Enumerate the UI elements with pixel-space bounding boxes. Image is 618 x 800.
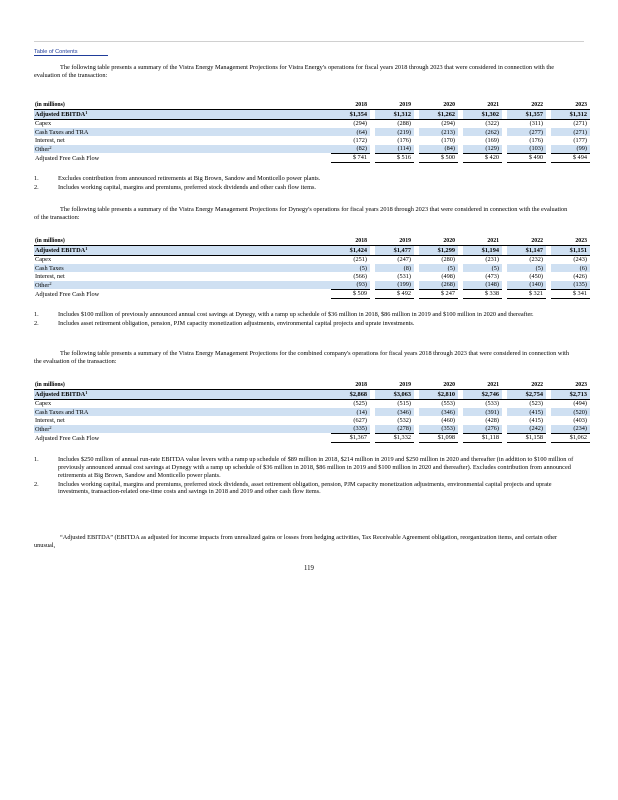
cell-value: $2,810 (419, 390, 458, 400)
year-header: 2019 (375, 381, 414, 390)
cell-value: (277) (507, 128, 546, 136)
footnote-ref: 1 (85, 246, 88, 252)
cell-value: $1,312 (551, 110, 590, 120)
footnote-ref: 2 (49, 280, 52, 286)
row-label: Other (35, 145, 50, 153)
cell-value: (515) (397, 400, 411, 408)
year-header: 2023 (551, 381, 590, 390)
cell-value: $1,367 (331, 433, 370, 442)
cell-value: (276) (463, 425, 502, 434)
cell-value: (322) (485, 120, 499, 128)
cell-value: (6) (551, 264, 590, 272)
cell-value: $ 321 (507, 289, 546, 298)
cell-value: (176) (397, 136, 411, 144)
cell-value: $1,354 (331, 110, 370, 120)
cell-value: (531) (397, 272, 411, 280)
year-header: 2021 (463, 101, 502, 110)
cell-value: (403) (573, 416, 587, 424)
table-header-row (34, 237, 590, 246)
cell-value: (346) (375, 408, 414, 416)
cell-value: $2,746 (463, 390, 502, 400)
table-row (34, 136, 590, 144)
cell-value: (553) (441, 400, 455, 408)
cell-value: (135) (551, 281, 590, 290)
year-header: 2021 (463, 381, 502, 390)
footnote-ref: 1 (85, 390, 88, 396)
cell-value: (177) (573, 136, 587, 144)
cell-value: (450) (529, 272, 543, 280)
year-header: 2021 (463, 237, 502, 246)
year-header: 2020 (419, 381, 458, 390)
table-row (34, 390, 590, 400)
row-label: Adjusted EBITDA (35, 391, 86, 399)
row-label: Interest, net (35, 272, 65, 280)
cell-value: $1,151 (551, 246, 590, 256)
table-row (34, 272, 590, 280)
cell-value: (5) (463, 264, 502, 272)
cell-value: $1,158 (507, 433, 546, 442)
cell-value: (428) (485, 416, 499, 424)
year-header: 2022 (507, 101, 546, 110)
cell-value: (103) (507, 145, 546, 154)
table-row (34, 256, 590, 265)
footnote: 1. Includes $100 million of previously announced annual cost savings at Dynegy, with a ramp up schedule of $36 million in 2018, $86 million in 2019 and $100 million in 2020 and thereafter. (34, 311, 534, 318)
year-header: 2018 (331, 237, 370, 246)
cell-value: (148) (463, 281, 502, 290)
cell-value: (114) (375, 145, 414, 154)
unit-label: (in millions) (35, 101, 65, 108)
cell-value: (460) (441, 416, 455, 424)
year-header: 2022 (507, 381, 546, 390)
section-1-intro: The following table presents a summary of the Vistra Energy Management Projections for Vistra Energy's operations for fiscal years 2018 through 2023 that were considered in connection with the evaluation of the transaction: (34, 64, 555, 79)
cell-value: (243) (573, 256, 587, 264)
cell-value: (268) (419, 281, 458, 290)
cell-value: (533) (485, 400, 499, 408)
section-3-footnotes (34, 456, 574, 497)
cell-value: $3,063 (375, 390, 414, 400)
top-rule (34, 41, 584, 42)
year-header: 2019 (375, 237, 414, 246)
cell-value: (14) (331, 408, 370, 416)
section-1-footnotes (34, 175, 574, 193)
cell-value: (199) (375, 281, 414, 290)
cell-value: $ 509 (331, 289, 370, 298)
cell-value: (294) (441, 120, 455, 128)
cell-value: $1,302 (463, 110, 502, 120)
table-row (34, 145, 590, 154)
cell-value: $1,147 (507, 246, 546, 256)
table-row (34, 400, 590, 409)
cell-value: (335) (331, 425, 370, 434)
cell-value: (5) (331, 264, 370, 272)
cell-value: $1,312 (375, 110, 414, 120)
cell-value: (234) (551, 425, 590, 434)
table-header-row (34, 381, 590, 390)
cell-value: $2,868 (331, 390, 370, 400)
footnote: 2. Includes asset retirement obligation, pension, PJM capacity monetization adjustments, environmental capital projects and uprate investments. (34, 319, 415, 327)
cell-value: (169) (485, 136, 499, 144)
cell-value: (346) (419, 408, 458, 416)
cell-value: (353) (419, 425, 458, 434)
table-header-row (34, 101, 590, 110)
footnote: 2. Includes working capital, margins and premiums, preferred stock dividends, asset retirement obligation, pension, PJM capacity monetization adjustments, environmental capital projects and uprate investments, transaction-related one-time costs and savings in 2018 and 2019 and other cash flow items. (34, 480, 552, 496)
section-2-footnotes (34, 311, 574, 329)
cell-value: (262) (463, 128, 502, 136)
cell-value: (64) (331, 128, 370, 136)
cell-value: $ 247 (419, 289, 458, 298)
table-row (34, 110, 590, 120)
cell-value: (473) (485, 272, 499, 280)
footnote-ref: 1 (85, 110, 88, 116)
cell-value: $1,477 (375, 246, 414, 256)
cell-value: (93) (331, 281, 370, 290)
cell-value: (5) (507, 264, 546, 272)
cell-value: (140) (507, 281, 546, 290)
year-header: 2020 (419, 101, 458, 110)
combined-projections-table (34, 381, 590, 443)
cell-value: (231) (485, 256, 499, 264)
cell-value: (213) (419, 128, 458, 136)
table-row (34, 128, 590, 136)
cell-value: $ 741 (331, 153, 370, 162)
year-header: 2019 (375, 101, 414, 110)
row-label: Other (35, 281, 50, 289)
cell-value: $1,262 (419, 110, 458, 120)
row-label: Interest, net (35, 416, 65, 424)
cell-value: (84) (419, 145, 458, 154)
row-label: Interest, net (35, 136, 65, 144)
cell-value: (566) (353, 272, 367, 280)
cell-value: (525) (353, 400, 367, 408)
cell-value: $1,118 (463, 433, 502, 442)
cell-value: $ 341 (551, 289, 590, 298)
row-label: Capex (35, 120, 52, 128)
cell-value: (415) (507, 408, 546, 416)
footnote: 1. Excludes contribution from announced retirements at Big Brown, Sandow and Monticello power plants. (34, 175, 321, 182)
year-header: 2020 (419, 237, 458, 246)
table-row (34, 408, 590, 416)
year-header: 2023 (551, 237, 590, 246)
cell-value: (5) (419, 264, 458, 272)
footnote: 1. Includes $250 million of annual run-rate EBITDA value levers with a ramp up schedule of $89 million in 2018, $214 million in 2019 and $250 million in 2020 and thereafter (in addition to $100 million of previously announced annual cost savings at Dynegy with a ramp up schedule of $36 million in 2018, $86 million in 2019 and $100 million in 2020 and thereafter). Excludes contribution from announced retirements at Big Brown, Sandow and Monticello power plants. (34, 456, 574, 479)
cell-value: (280) (441, 256, 455, 264)
cell-value: $ 420 (463, 153, 502, 162)
cell-value: $ 494 (551, 153, 590, 162)
cell-value: (520) (551, 408, 590, 416)
cell-value: (232) (529, 256, 543, 264)
section-2-intro: The following table presents a summary of the Vistra Energy Management Projections for Dynegy's operations for fiscal years 2018 through 2023 that were considered in connection with the evaluation of the transaction: (34, 206, 568, 221)
cell-value: (176) (529, 136, 543, 144)
cell-value: $2,754 (507, 390, 546, 400)
cell-value: (415) (529, 416, 543, 424)
table-of-contents-link[interactable]: Table of Contents (34, 49, 108, 56)
cell-value: (242) (507, 425, 546, 434)
table-total-row (34, 433, 590, 442)
table-row (34, 281, 590, 290)
row-label: Cash Taxes and TRA (34, 408, 331, 416)
cell-value: (247) (397, 256, 411, 264)
cell-value: (219) (375, 128, 414, 136)
table-row (34, 425, 590, 434)
cell-value: (170) (441, 136, 455, 144)
cell-value: $ 516 (375, 153, 414, 162)
row-label: Capex (35, 256, 52, 264)
cell-value: (278) (375, 425, 414, 434)
cell-value: (294) (353, 120, 367, 128)
row-label: Adjusted Free Cash Flow (35, 154, 100, 162)
vistra-projections-table (34, 101, 590, 163)
footnote-ref: 2 (49, 144, 52, 150)
cell-value: $ 500 (419, 153, 458, 162)
table-row (34, 416, 590, 424)
cell-value: (627) (353, 416, 367, 424)
footnote: 2. Includes working capital, margins and premiums, preferred stock dividends and other cash flow items. (34, 183, 316, 191)
row-label: Capex (35, 400, 52, 408)
cell-value: (288) (397, 120, 411, 128)
row-label: Adjusted EBITDA (35, 247, 86, 255)
cell-value: (251) (353, 256, 367, 264)
table-row (34, 246, 590, 256)
cell-value: $ 490 (507, 153, 546, 162)
cell-value: $1,062 (551, 433, 590, 442)
cell-value: (532) (397, 416, 411, 424)
cell-value: $1,098 (419, 433, 458, 442)
cell-value: (8) (375, 264, 414, 272)
cell-value: $ 338 (463, 289, 502, 298)
row-label: Cash Taxes and TRA (34, 128, 331, 136)
section-3-intro: The following table presents a summary of the Vistra Energy Management Projections for the combined company's operations for fiscal years 2018 through 2023 that were considered in connection with the evaluation of the transaction: (34, 350, 570, 365)
cell-value: $ 492 (375, 289, 414, 298)
cell-value: $2,713 (551, 390, 590, 400)
row-label: Cash Taxes (34, 264, 331, 272)
row-label: Adjusted Free Cash Flow (35, 290, 100, 298)
cell-value: (494) (573, 400, 587, 408)
cell-value: (129) (463, 145, 502, 154)
page-number: 119 (304, 565, 314, 572)
year-header: 2018 (331, 381, 370, 390)
year-header: 2022 (507, 237, 546, 246)
cell-value: $1,194 (463, 246, 502, 256)
cell-value: (498) (441, 272, 455, 280)
cell-value: (99) (551, 145, 590, 154)
table-total-row (34, 289, 590, 298)
row-label: Adjusted EBITDA (35, 111, 86, 119)
dynegy-projections-table (34, 237, 590, 299)
cell-value: (311) (529, 120, 543, 128)
table-row (34, 120, 590, 129)
year-header: 2018 (331, 101, 370, 110)
cell-value: (172) (353, 136, 367, 144)
cell-value: (391) (463, 408, 502, 416)
cell-value: $1,357 (507, 110, 546, 120)
cell-value: $1,424 (331, 246, 370, 256)
cell-value: $1,332 (375, 433, 414, 442)
unit-label: (in millions) (35, 381, 65, 388)
cell-value: (523) (529, 400, 543, 408)
cell-value: (82) (331, 145, 370, 154)
unit-label: (in millions) (35, 237, 65, 244)
cell-value: (271) (573, 120, 587, 128)
table-row (34, 264, 590, 272)
closing-paragraph: “Adjusted EBITDA” (EBITDA as adjusted for income impacts from unrealized gains or losses from hedging activities, Tax Receivable Agreement obligation, reorganization items, and certain other unusual, (34, 534, 558, 549)
table-total-row (34, 153, 590, 162)
row-label: Adjusted Free Cash Flow (35, 434, 100, 442)
footnote-ref: 2 (49, 424, 52, 430)
cell-value: (426) (573, 272, 587, 280)
year-header: 2023 (551, 101, 590, 110)
row-label: Other (35, 425, 50, 433)
cell-value: (271) (551, 128, 590, 136)
cell-value: $1,299 (419, 246, 458, 256)
